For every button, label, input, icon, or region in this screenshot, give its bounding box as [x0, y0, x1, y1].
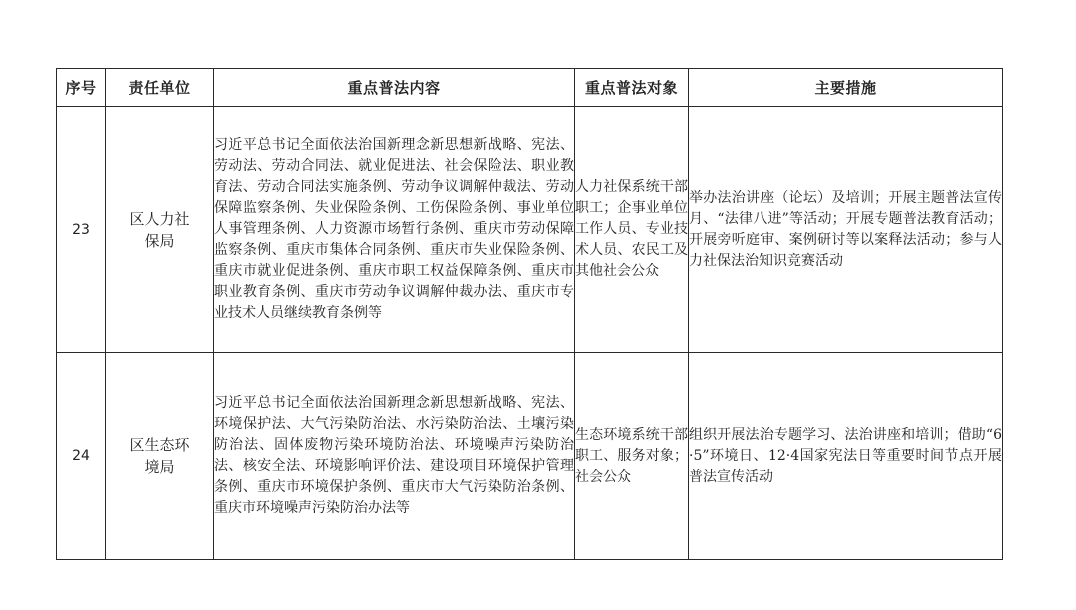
law-popularization-table [56, 68, 1003, 560]
table-row [57, 353, 1003, 560]
row-content-cell [214, 353, 575, 560]
row-measures-cell [689, 353, 1003, 560]
row-unit-cell [106, 353, 214, 560]
row-measures: 组织开展法治专题学习、法治讲座和培训；借助“6·5”环境日、12·4国家宪法日等重要时间节点开展普法宣传活动 [689, 426, 1002, 485]
header-responsible-unit: 责任单位 [106, 69, 214, 107]
row-measures-cell [689, 107, 1003, 353]
header-serial-number: 序号 [57, 69, 106, 107]
header-key-target: 重点普法对象 [575, 69, 689, 107]
row-number: 24 [57, 353, 106, 560]
row-measures: 举办法治讲座（论坛）及培训；开展主题普法宣传月、“法律八进”等活动；开展专题普法教育活动；开展旁听庭审、案例研讨等以案释法活动；参与人力社保法治知识竞赛活动 [689, 189, 1002, 269]
table-row [57, 107, 1003, 353]
row-content: 习近平总书记全面依法治国新理念新思想新战略、宪法、劳动法、劳动合同法、就业促进法、社会保险法、职业教育法、劳动合同法实施条例、劳动争议调解仲裁法、劳动保障监察条例、失业保险条例、工伤保险条例、事业单位人事管理条例、人力资源市场暂行条例、重庆市劳动保障监察条例、重庆市集体合同条例、重庆市失业保险条例、重庆市就业促进条例、重庆市职工权益保障条例、重庆市职业教育条例、重庆市劳动争议调解仲裁办法、重庆市专业技术人员继续教育条例等 [214, 137, 574, 321]
row-number: 23 [57, 107, 106, 353]
row-unit-cell [106, 107, 214, 353]
row-target-cell [575, 353, 689, 560]
row-target-cell [575, 107, 689, 353]
table-header-row [57, 69, 1003, 107]
header-key-content: 重点普法内容 [214, 69, 575, 107]
row-target: 人力社保系统干部职工；企事业单位工作人员、专业技术人员、农民工及其他社会公众 [575, 179, 688, 279]
row-target: 生态环境系统干部职工、服务对象；社会公众 [575, 426, 688, 485]
row-unit: 区生态环境局 [129, 436, 190, 476]
header-main-measures: 主要措施 [689, 69, 1003, 107]
row-content: 习近平总书记全面依法治国新理念新思想新战略、宪法、环境保护法、大气污染防治法、水污染防治法、土壤污染防治法、固体废物污染环境防治法、环境噪声污染防治法、核安全法、环境影响评价法、建设项目环境保护管理条例、重庆市环境保护条例、重庆市大气污染防治条例、重庆市环境噪声污染防治办法等 [214, 395, 574, 516]
row-content-cell [214, 107, 575, 353]
row-unit: 区人力社保局 [129, 209, 190, 250]
